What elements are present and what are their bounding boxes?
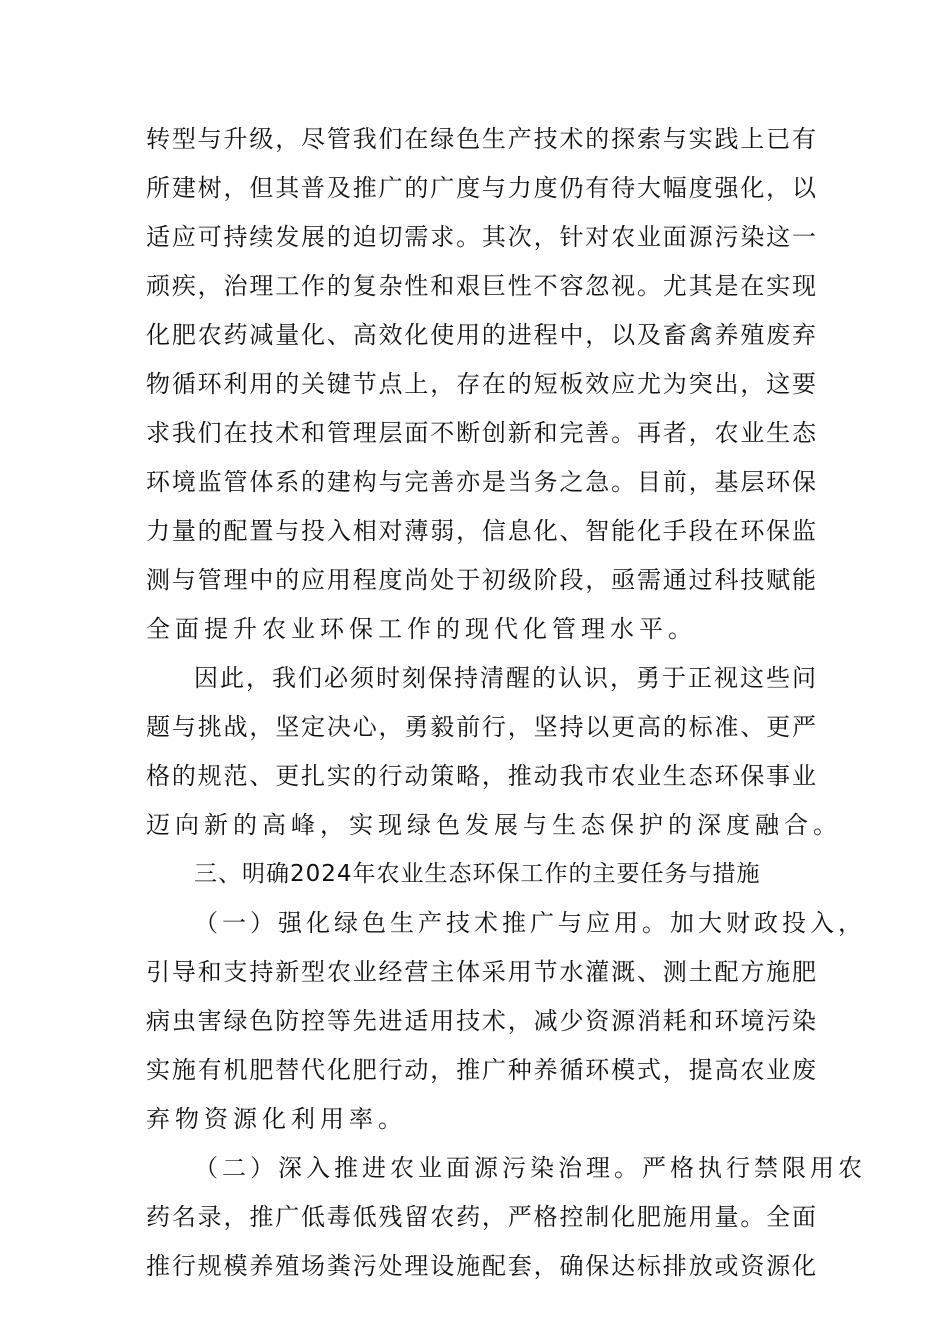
paragraph-line: 病虫害绿色防控等先进适用技术，减少资源消耗和环境污染 bbox=[146, 1007, 816, 1035]
paragraph-line: 弃物资源化利用率。 bbox=[146, 1105, 407, 1133]
paragraph-line: 求我们在技术和管理层面不断创新和完善。再者，农业生态 bbox=[146, 419, 816, 447]
paragraph-line: 引导和支持新型农业经营主体采用节水灌溉、测土配方施肥 bbox=[146, 958, 816, 986]
paragraph-line: 力量的配置与投入相对薄弱，信息化、智能化手段在环保监 bbox=[146, 517, 816, 545]
subsection-text: 加大财政投入， bbox=[670, 909, 866, 937]
paragraph-line: 迈向新的高峰，实现绿色发展与生态保护的深度融合。 bbox=[146, 811, 842, 839]
paragraph-line: 实施有机肥替代化肥行动，推广种养循环模式，提高农业废 bbox=[146, 1056, 816, 1084]
paragraph-line: 格的规范、更扎实的行动策略，推动我市农业生态环保事业 bbox=[146, 762, 816, 790]
paragraph-line: 推行规模养殖场粪污处理设施配套，确保达标排放或资源化 bbox=[146, 1252, 816, 1280]
paragraph-line: 题与挑战，坚定决心，勇毅前行，坚持以更高的标准、更严 bbox=[146, 713, 816, 741]
paragraph-line: 适应可持续发展的迫切需求。其次，针对农业面源污染这一 bbox=[146, 223, 816, 251]
paragraph-line: 测与管理中的应用程度尚处于初级阶段，亟需通过科技赋能 bbox=[146, 566, 816, 594]
paragraph-line: 药名录，推广低毒低残留农药，严格控制化肥施用量。全面 bbox=[146, 1203, 816, 1231]
paragraph-line: 所建树，但其普及推广的广度与力度仍有待大幅度强化，以 bbox=[146, 174, 816, 202]
subsection-title: （二）深入推进农业面源污染治理。 bbox=[194, 1154, 642, 1182]
paragraph-line: 转型与升级，尽管我们在绿色生产技术的探索与实践上已有 bbox=[146, 125, 816, 153]
paragraph-line: 顽疾，治理工作的复杂性和艰巨性不容忽视。尤其是在实现 bbox=[146, 272, 816, 300]
section-heading: 三、明确2024年农业生态环保工作的主要任务与措施 bbox=[194, 861, 761, 887]
subsection-first-line bbox=[194, 902, 866, 944]
paragraph-line: 物循环利用的关键节点上，存在的短板效应尤为突出，这要 bbox=[146, 370, 816, 398]
subsection-text: 严格执行禁限用农 bbox=[642, 1154, 866, 1182]
subsection-first-line bbox=[194, 1147, 866, 1189]
subsection-title: （一）强化绿色生产技术推广与应用。 bbox=[194, 909, 670, 937]
paragraph-line: 化肥农药减量化、高效化使用的进程中，以及畜禽养殖废弃 bbox=[146, 321, 816, 349]
paragraph-line: 因此，我们必须时刻保持清醒的认识，勇于正视这些问 bbox=[194, 664, 816, 692]
paragraph-line: 全面提升农业环保工作的现代化管理水平。 bbox=[146, 615, 697, 643]
paragraph-line: 环境监管体系的建构与完善亦是当务之急。目前，基层环保 bbox=[146, 468, 816, 496]
